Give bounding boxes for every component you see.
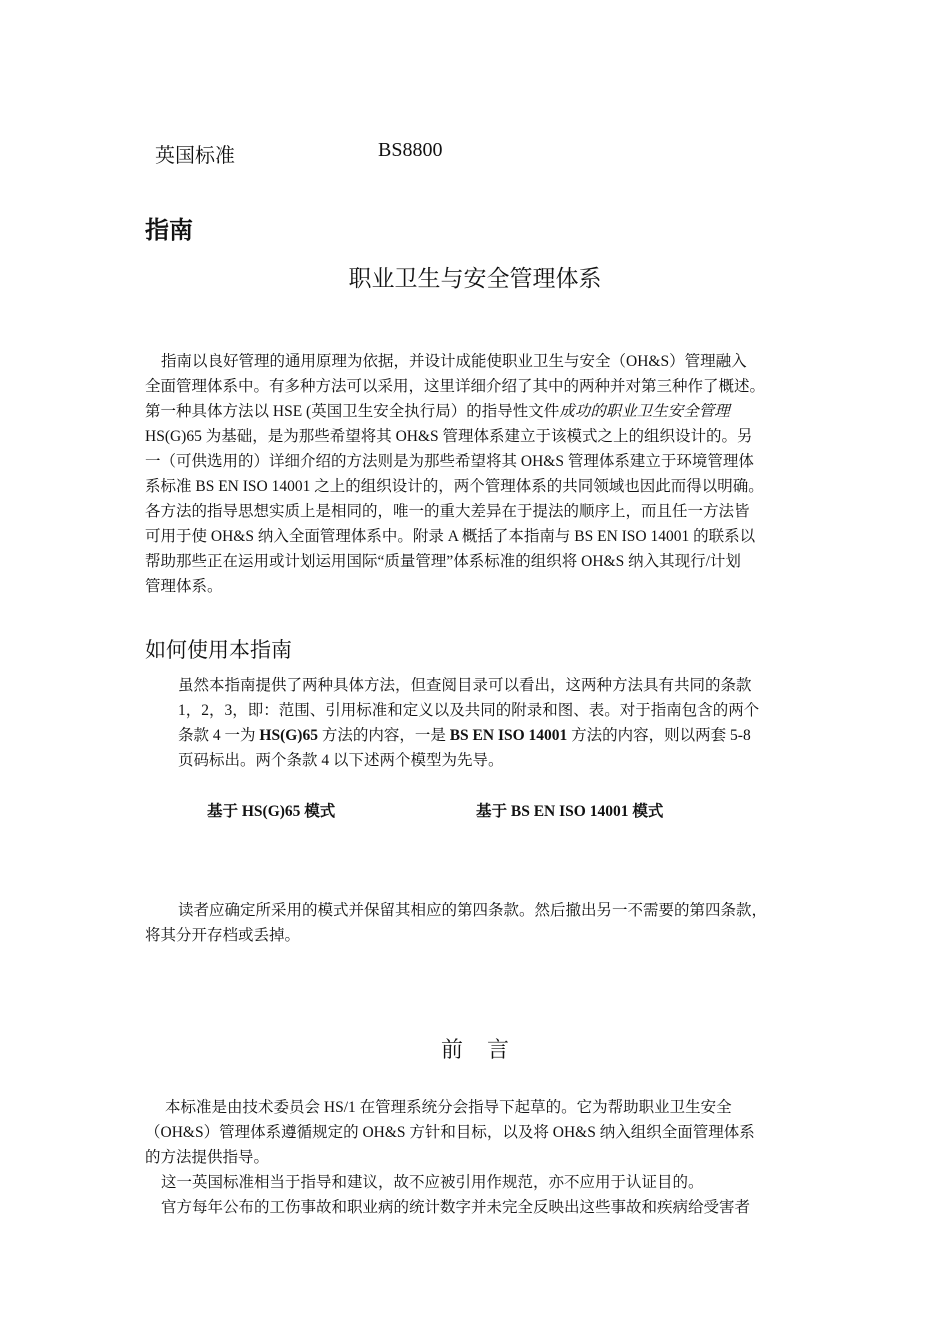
preface-line: 官方每年公布的工伤事故和职业病的统计数字并未完全反映出这些事故和疾病给受害者 — [161, 1199, 751, 1216]
how-to-paragraph — [178, 673, 818, 773]
intro-line: 一（可供选用的）详细介绍的方法则是为那些希望将其 OH&S 管理体系建立于环境管理体 — [145, 453, 754, 470]
reader-line: 读者应确定所采用的模式并保留其相应的第四条款。然后撤出另一不需要的第四条款， — [178, 902, 768, 919]
intro-italic-title: 成功的职业卫生安全管理 — [559, 403, 730, 420]
preface-heading: 前言 — [440, 1037, 533, 1062]
model-label-hsg65: 基于 HS(G)65 模式 — [207, 803, 336, 820]
standard-label: 英国标准 — [155, 145, 235, 167]
intro-line: 各方法的指导思想实质上是相同的，唯一的重大差异在于提法的顺序上，而且任一方法皆 — [145, 503, 750, 520]
intro-text: 第一种具体方法以 HSE (英国卫生安全执行局）的指导性文件 — [145, 403, 560, 420]
preface-paragraph — [145, 1095, 825, 1220]
preface-line: （OH&S）管理体系遵循规定的 OH&S 方针和目标，以及将 OH&S 纳入组织全面管理体系 — [145, 1124, 755, 1141]
intro-line — [145, 399, 825, 424]
intro-line: 指南以良好管理的通用原理为依据，并设计成能使职业卫生与安全（OH&S）管理融入 — [161, 353, 747, 370]
intro-line: 管理体系。 — [145, 578, 223, 595]
intro-line: HS(G)65 为基础，是为那些希望将其 OH&S 管理体系建立于该模式之上的组织设计的。另 — [145, 428, 753, 445]
how-to-text: 方法的内容，则以两套 5-8 — [567, 727, 751, 744]
guide-label: 指南 — [145, 217, 193, 244]
how-to-bold-hsg65: HS(G)65 — [259, 727, 318, 744]
how-to-bold-iso: BS EN ISO 14001 — [449, 727, 568, 744]
preface-line: 本标准是由技术委员会 HS/1 在管理系统分会指导下起草的。它为帮助职业卫生安全 — [165, 1099, 732, 1116]
how-to-line: 页码标出。两个条款 4 以下述两个模型为先导。 — [178, 752, 504, 769]
reader-line: 将其分开存档或丢掉。 — [145, 927, 301, 944]
intro-paragraph — [145, 349, 825, 599]
preface-line: 的方法提供指导。 — [145, 1149, 270, 1166]
standard-code: BS8800 — [378, 139, 443, 161]
intro-line: 系标准 BS EN ISO 14001 之上的组织设计的，两个管理体系的共同领域也因此而得以明确。 — [145, 478, 764, 495]
how-to-line: 1，2，3，即：范围、引用标准和定义以及共同的附录和图、表。对于指南包含的两个 — [178, 702, 760, 719]
section-heading-how-to: 如何使用本指南 — [145, 639, 292, 662]
intro-line: 可用于使 OH&S 纳入全面管理体系中。附录 A 概括了本指南与 BS EN ISO 14001 的联系以 — [145, 528, 756, 545]
how-to-text: 条款 4 一为 — [178, 727, 260, 744]
how-to-line — [178, 723, 818, 748]
document-title: 职业卫生与安全管理体系 — [348, 265, 602, 291]
preface-line: 这一英国标准相当于指导和建议，故不应被引用作规范，亦不应用于认证目的。 — [161, 1174, 704, 1191]
intro-line: 帮助那些正在运用或计划运用国际“质量管理”体系标准的组织将 OH&S 纳入其现行/计划 — [145, 553, 741, 570]
how-to-line: 虽然本指南提供了两种具体方法，但查阅目录可以看出，这两种方法具有共同的条款 — [178, 677, 752, 694]
how-to-text: 方法的内容，一是 — [317, 727, 450, 744]
intro-line: 全面管理体系中。有多种方法可以采用，这里详细介绍了其中的两种并对第三种作了概述。 — [145, 378, 766, 395]
model-label-iso14001: 基于 BS EN ISO 14001 模式 — [476, 803, 664, 820]
reader-paragraph — [145, 898, 825, 948]
